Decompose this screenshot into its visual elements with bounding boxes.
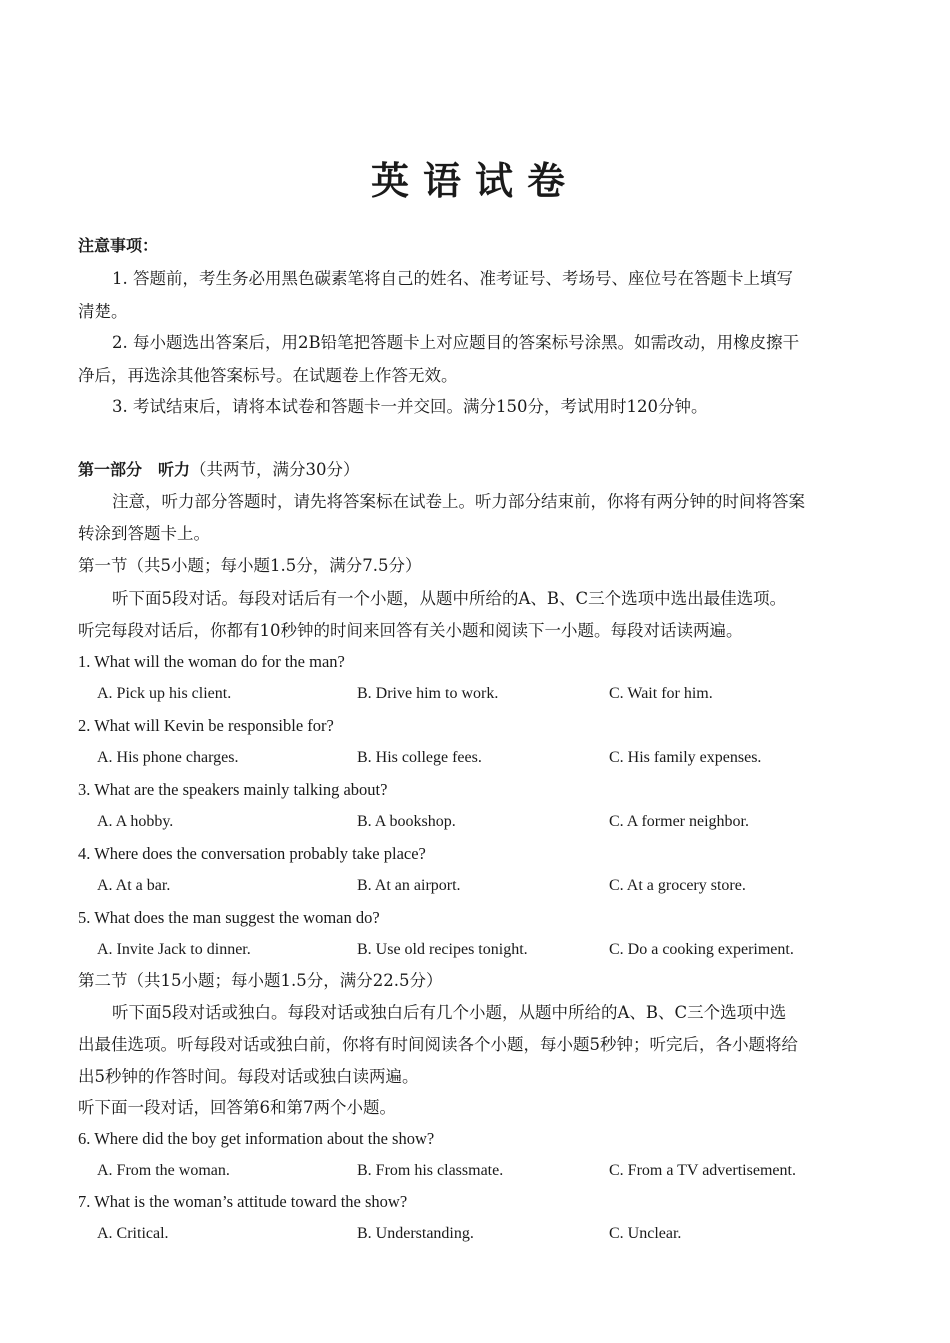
question-3: 3. What are the speakers mainly talking about? <box>78 780 388 799</box>
section2-instructions-cont-1: 出最佳选项。听每段对话或独白前，你将有时间阅读各个小题，每小题5秒钟；听完后，各小题将给 <box>78 1035 798 1054</box>
question-7-option-a: A. Critical. <box>97 1225 169 1242</box>
section2-sub-instruction: 听下面一段对话，回答第6和第7两个小题。 <box>78 1098 396 1117</box>
notice-item-3: 3. 考试结束后，请将本试卷和答题卡一并交回。满分150分，考试用时120分钟。 <box>112 397 708 416</box>
question-5-option-b: B. Use old recipes tonight. <box>357 941 528 958</box>
question-6-option-c: C. From a TV advertisement. <box>609 1162 796 1179</box>
question-5-option-a: A. Invite Jack to dinner. <box>97 941 251 958</box>
notice-item-1-cont: 清楚。 <box>78 302 128 321</box>
notice-item-1: 1. 答题前，考生务必用黑色碳素笔将自己的姓名、准考证号、考场号、座位号在答题卡上填写 <box>112 269 793 288</box>
question-2: 2. What will Kevin be responsible for? <box>78 716 334 735</box>
question-2-option-c: C. His family expenses. <box>609 749 762 766</box>
question-3-option-c: C. A former neighbor. <box>609 813 749 830</box>
question-3-option-b: B. A bookshop. <box>357 813 456 830</box>
question-6: 6. Where did the boy get information about the show? <box>78 1129 435 1148</box>
section2-instructions-cont-2: 出5秒钟的作答时间。每段对话或独白读两遍。 <box>78 1067 419 1086</box>
question-4-option-c: C. At a grocery store. <box>609 877 746 894</box>
notice-item-2-cont: 净后，再选涂其他答案标号。在试题卷上作答无效。 <box>78 366 458 385</box>
section1-instructions: 听下面5段对话。每段对话后有一个小题，从题中所给的A、B、C三个选项中选出最佳选项。 <box>112 589 787 608</box>
question-2-option-b: B. His college fees. <box>357 749 482 766</box>
question-2-option-a: A. His phone charges. <box>97 749 239 766</box>
section2-instructions: 听下面5段对话或独白。每段对话或独白后有几个小题，从题中所给的A、B、C三个选项中选 <box>112 1003 787 1022</box>
question-1: 1. What will the woman do for the man? <box>78 652 345 671</box>
section2-heading: 第二节（共15小题；每小题1.5分，满分22.5分） <box>78 971 443 990</box>
page-title: 英语试卷 <box>370 159 579 203</box>
question-4-option-b: B. At an airport. <box>357 877 461 894</box>
part1-heading-bold: 第一部分 听力 <box>78 460 191 479</box>
question-7: 7. What is the woman’s attitude toward the show? <box>78 1192 408 1211</box>
notice-item-2: 2. 每小题选出答案后，用2B铅笔把答题卡上对应题目的答案标号涂黑。如需改动，用橡皮擦干 <box>112 333 800 352</box>
question-1-option-b: B. Drive him to work. <box>357 685 499 702</box>
question-7-option-c: C. Unclear. <box>609 1225 682 1242</box>
question-4-option-a: A. At a bar. <box>97 877 171 894</box>
part1-note-cont: 转涂到答题卡上。 <box>78 524 210 543</box>
part1-heading-rest: （共两节，满分30分） <box>190 460 360 479</box>
section1-instructions-cont: 听完每段对话后，你都有10秒钟的时间来回答有关小题和阅读下一小题。每段对话读两遍。 <box>78 621 743 640</box>
question-1-option-a: A. Pick up his client. <box>97 685 232 702</box>
question-5-option-c: C. Do a cooking experiment. <box>609 941 794 958</box>
question-4: 4. Where does the conversation probably take place? <box>78 844 426 863</box>
question-5: 5. What does the man suggest the woman do? <box>78 908 380 927</box>
question-6-option-b: B. From his classmate. <box>357 1162 504 1179</box>
section1-heading: 第一节（共5小题；每小题1.5分，满分7.5分） <box>78 556 422 575</box>
notice-heading: 注意事项： <box>78 236 159 255</box>
part1-heading <box>78 459 878 481</box>
question-6-option-a: A. From the woman. <box>97 1162 230 1179</box>
question-1-option-c: C. Wait for him. <box>609 685 713 702</box>
question-3-option-a: A. A hobby. <box>97 813 174 830</box>
question-7-option-b: B. Understanding. <box>357 1225 474 1242</box>
part1-note: 注意，听力部分答题时，请先将答案标在试卷上。听力部分结束前，你将有两分钟的时间将答案 <box>112 492 805 511</box>
